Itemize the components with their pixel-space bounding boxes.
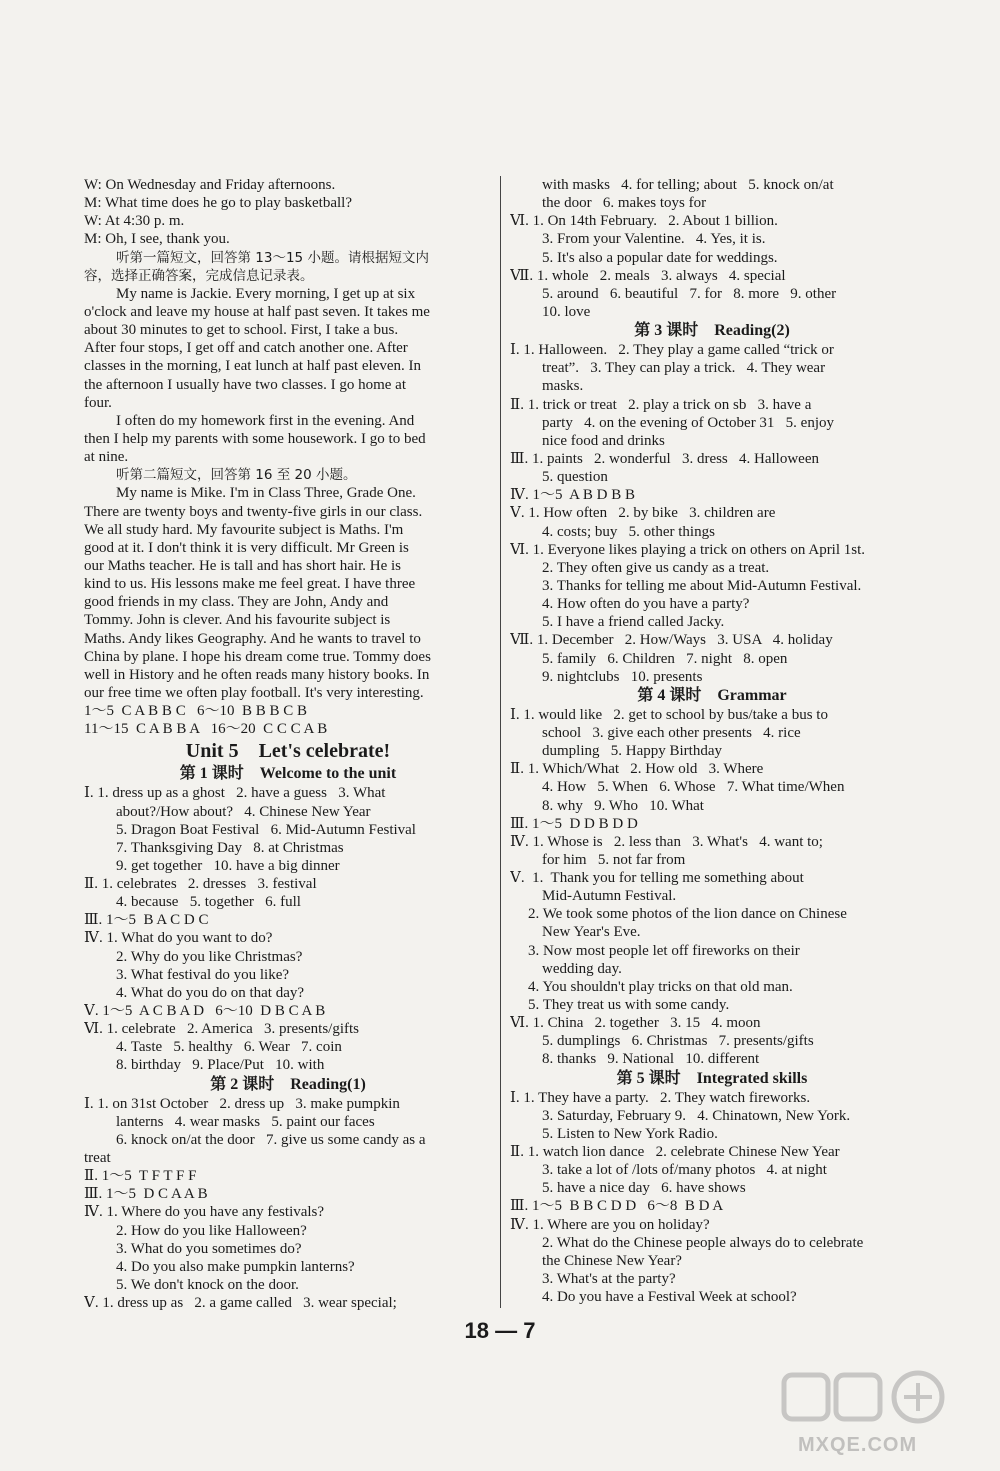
text-line: party 4. on the evening of October 31 5. enjoy xyxy=(542,414,835,431)
text-line: for him 5. not far from xyxy=(542,851,686,868)
text-line: Ⅰ. 1. Halloween. 2. They play a game called “trick or xyxy=(510,342,834,359)
text-line: We all study hard. My favourite subject is Maths. I'm xyxy=(84,521,404,538)
text-line: Ⅳ. 1. Where are you on holiday? xyxy=(510,1216,710,1233)
text-line: 11～15 C A B B A 16～20 C C C A B xyxy=(84,721,328,738)
text-line: treat xyxy=(84,1150,111,1167)
text-line: 2. What do the Chinese people always do to celebrate xyxy=(542,1234,864,1251)
text-line: Maths. Andy likes Geography. And he wants to travel to xyxy=(84,630,421,647)
text-line: 4. You shouldn't play tricks on that old man. xyxy=(528,978,793,995)
text-line: about 30 minutes to get to school. First, I take a bus. xyxy=(84,322,399,339)
text-line: 7. Thanksgiving Day 8. at Christmas xyxy=(116,839,344,856)
text-line: four. xyxy=(84,394,112,411)
text-line: Tommy. John is clever. And his favourite subject is xyxy=(84,612,391,629)
text-line: 3. What's at the party? xyxy=(542,1271,676,1288)
text-line: Ⅳ. 1. Whose is 2. less than 3. What's 4. want to; xyxy=(510,833,823,850)
text-line: 3. Now most people let off fireworks on their xyxy=(528,942,800,959)
text-line: 3. Thanks for telling me about Mid-Autumn Festival. xyxy=(542,577,862,594)
text-line: Ⅳ. 1～5 A B D B B xyxy=(510,487,636,504)
text-line: 3. What do you sometimes do? xyxy=(116,1240,302,1257)
text-line: the door 6. makes toys for xyxy=(542,195,707,212)
text-line: 8. why 9. Who 10. What xyxy=(542,797,704,814)
text-line: wedding day. xyxy=(542,960,622,977)
text-line: 5. It's also a popular date for weddings. xyxy=(542,249,778,266)
text-line: 2. They often give us candy as a treat. xyxy=(542,559,770,576)
text-line: 听第二篇短文，回答第 16 至 20 小题。 xyxy=(116,467,357,484)
text-line: 5. They treat us with some candy. xyxy=(528,997,730,1014)
text-line: Ⅲ. 1. paints 2. wonderful 3. dress 4. Halloween xyxy=(510,450,819,467)
text-line: 5. Listen to New York Radio. xyxy=(542,1125,718,1142)
text-line: Ⅰ. 1. They have a party. 2. They watch fireworks. xyxy=(510,1089,811,1106)
text-line: at nine. xyxy=(84,449,129,466)
text-line: 3. take a lot of /lots of/many photos 4. at night xyxy=(542,1162,827,1179)
text-line: 2. Why do you like Christmas? xyxy=(116,948,303,965)
text-line: 4. What do you do on that day? xyxy=(116,984,305,1001)
text-line: 4. because 5. together 6. full xyxy=(116,894,301,911)
text-line: classes in the morning, I eat lunch at half past eleven. In xyxy=(84,358,421,375)
text-line: Ⅱ. 1. Which/What 2. How old 3. Where xyxy=(510,761,764,778)
lesson-heading: 第 4 课时 Grammar xyxy=(637,686,787,704)
text-line: China by plane. I hope his dream come true. Tommy does xyxy=(84,648,431,665)
text-line: 3. What festival do you like? xyxy=(116,966,290,983)
lesson-heading: 第 1 课时 Welcome to the unit xyxy=(179,765,397,783)
text-line: Ⅲ. 1～5 D C A A B xyxy=(84,1186,208,1203)
unit-heading: Unit 5 Let's celebrate! xyxy=(185,740,391,763)
column-divider xyxy=(500,176,501,1308)
lesson-heading: 第 5 课时 Integrated skills xyxy=(616,1069,808,1087)
text-line: Ⅴ. 1. dress up as 2. a game called 3. wear special; xyxy=(84,1295,397,1312)
text-line: 8. birthday 9. Place/Put 10. with xyxy=(116,1057,325,1074)
text-line: Ⅳ. 1. Where do you have any festivals? xyxy=(84,1204,325,1221)
text-line: New Year's Eve. xyxy=(542,924,641,941)
text-line: W: At 4:30 p. m. xyxy=(84,213,185,230)
text-line: our Maths teacher. He is tall and has short hair. He is xyxy=(84,557,402,574)
text-line: 5. Dragon Boat Festival 6. Mid-Autumn Festival xyxy=(116,821,416,838)
text-line: My name is Mike. I'm in Class Three, Grade One. xyxy=(116,485,416,502)
text-line: 4. Do you also make pumpkin lanterns? xyxy=(116,1258,355,1275)
text-line: Ⅲ. 1～5 B B C D D 6～8 B D A xyxy=(510,1198,724,1215)
text-line: 5. We don't knock on the door. xyxy=(116,1277,299,1294)
text-line: Ⅵ. 1. Everyone likes playing a trick on others on April 1st. xyxy=(510,541,866,558)
text-line: 5. I have a friend called Jacky. xyxy=(542,614,725,631)
text-line: My name is Jackie. Every morning, I get up at six xyxy=(116,285,416,302)
text-line: Ⅵ. 1. celebrate 2. America 3. presents/gifts xyxy=(84,1021,360,1038)
text-line: about?/How about? 4. Chinese New Year xyxy=(116,803,371,820)
text-line: 2. We took some photos of the lion dance on Chinese xyxy=(528,906,847,923)
text-line: 5. around 6. beautiful 7. for 8. more 9. other xyxy=(542,285,837,302)
text-line: Ⅱ. 1. watch lion dance 2. celebrate Chinese New Year xyxy=(510,1144,840,1161)
text-line: Mid-Autumn Festival. xyxy=(542,888,677,905)
text-line: Ⅱ. 1. celebrates 2. dresses 3. festival xyxy=(84,876,317,893)
text-line: Ⅴ. 1. Thank you for telling me something about xyxy=(510,870,804,887)
text-line: kind to us. His lessons make me feel great. I have three xyxy=(84,576,416,593)
answer-seal-logo-icon xyxy=(778,1367,978,1433)
right-column xyxy=(510,176,914,1306)
text-line: After four stops, I get off and catch another one. After xyxy=(84,340,408,357)
text-line: 8. thanks 9. National 10. different xyxy=(542,1051,760,1068)
text-line: 5. question xyxy=(542,469,608,486)
watermark-text: MXQE.COM xyxy=(798,1434,918,1456)
left-column xyxy=(84,176,492,1312)
text-line: 1～5 C A B B C 6～10 B B B C B xyxy=(84,703,307,720)
text-line: Ⅲ. 1～5 B A C D C xyxy=(84,912,209,929)
text-line: school 3. give each other presents 4. rice xyxy=(542,724,801,741)
text-line: masks. xyxy=(542,378,584,395)
text-line: Ⅴ. 1. How often 2. by bike 3. children are xyxy=(510,505,776,522)
text-line: 9. nightclubs 10. presents xyxy=(542,668,703,685)
text-line: Ⅲ. 1～5 D D B D D xyxy=(510,815,638,832)
text-line: lanterns 4. wear masks 5. paint our faces xyxy=(116,1113,375,1130)
text-line: Ⅵ. 1. China 2. together 3. 15 4. moon xyxy=(510,1015,761,1032)
text-line: Ⅵ. 1. On 14th February. 2. About 1 billion. xyxy=(510,213,778,230)
text-line: 9. get together 10. have a big dinner xyxy=(116,857,340,874)
text-line: 6. knock on/at the door 7. give us some candy as a xyxy=(116,1131,426,1148)
text-line: treat”. 3. They can play a trick. 4. They wear xyxy=(542,360,826,377)
text-line: 5. family 6. Children 7. night 8. open xyxy=(542,650,788,667)
text-line: W: On Wednesday and Friday afternoons. xyxy=(84,177,336,193)
text-line: with masks 4. for telling; about 5. knock on/at xyxy=(542,177,834,193)
lesson-heading: 第 3 课时 Reading(2) xyxy=(634,322,790,340)
text-line: 4. How 5. When 6. Whose 7. What time/When xyxy=(542,779,845,796)
text-line: Ⅳ. 1. What do you want to do? xyxy=(84,930,273,947)
text-line: 4. costs; buy 5. other things xyxy=(542,523,715,540)
text-line: 5. have a nice day 6. have shows xyxy=(542,1180,746,1197)
text-line: 容，选择正确答案，完成信息记录表。 xyxy=(84,267,314,284)
text-line: the Chinese New Year? xyxy=(542,1252,682,1269)
text-line: 5. dumplings 6. Christmas 7. presents/gifts xyxy=(542,1033,814,1050)
text-line: 3. From your Valentine. 4. Yes, it is. xyxy=(542,231,766,248)
text-line: nice food and drinks xyxy=(542,432,665,449)
text-line: Ⅰ. 1. would like 2. get to school by bus/take a bus to xyxy=(510,706,828,723)
text-line: 4. How often do you have a party? xyxy=(542,596,750,613)
text-line: Ⅱ. 1～5 T F T F F xyxy=(84,1168,197,1185)
text-line: Ⅱ. 1. trick or treat 2. play a trick on sb 3. have a xyxy=(510,396,812,413)
text-line: Ⅰ. 1. on 31st October 2. dress up 3. make pumpkin xyxy=(84,1095,400,1112)
text-line: 4. Taste 5. healthy 6. Wear 7. coin xyxy=(116,1039,342,1056)
text-line: 3. Saturday, February 9. 4. Chinatown, New York. xyxy=(542,1107,851,1124)
watermark xyxy=(778,1367,978,1457)
text-line: 听第一篇短文，回答第 13～15 小题。请根据短文内 xyxy=(116,249,429,266)
text-line: 10. love xyxy=(542,303,591,320)
text-line: Ⅶ. 1. December 2. How/Ways 3. USA 4. holiday xyxy=(510,632,833,649)
text-line: There are twenty boys and twenty-five girls in our class. xyxy=(84,503,423,520)
text-line: the afternoon I usually have two classes. I go home at xyxy=(84,376,406,393)
text-line: M: Oh, I see, thank you. xyxy=(84,231,230,248)
page-number: 18 — 7 xyxy=(464,1318,536,1343)
text-line: good friends in my class. They are John, Andy and xyxy=(84,594,389,611)
text-line: Ⅰ. 1. dress up as a ghost 2. have a guess 3. What xyxy=(84,785,386,802)
text-line: dumpling 5. Happy Birthday xyxy=(542,743,722,760)
lesson-heading: 第 2 课时 Reading(1) xyxy=(210,1075,366,1093)
text-line: o'clock and leave my house at half past seven. It takes me xyxy=(84,303,430,320)
text-line: Ⅴ. 1～5 A C B A D 6～10 D B C A B xyxy=(84,1003,326,1020)
text-line: Ⅶ. 1. whole 2. meals 3. always 4. special xyxy=(510,267,786,284)
text-line: well in History and he often reads many history books. In xyxy=(84,666,430,683)
text-line: 4. Do you have a Festival Week at school? xyxy=(542,1289,797,1306)
text-line: our free time we often play football. It's very interesting. xyxy=(84,684,424,701)
text-line: I often do my homework first in the evening. And xyxy=(116,412,415,429)
text-line: 2. How do you like Halloween? xyxy=(116,1222,307,1239)
text-line: M: What time does he go to play basketball? xyxy=(84,195,352,212)
text-line: good at it. I don't think it is very difficult. Mr Green is xyxy=(84,539,409,556)
text-line: then I help my parents with some housework. I go to bed xyxy=(84,430,426,447)
